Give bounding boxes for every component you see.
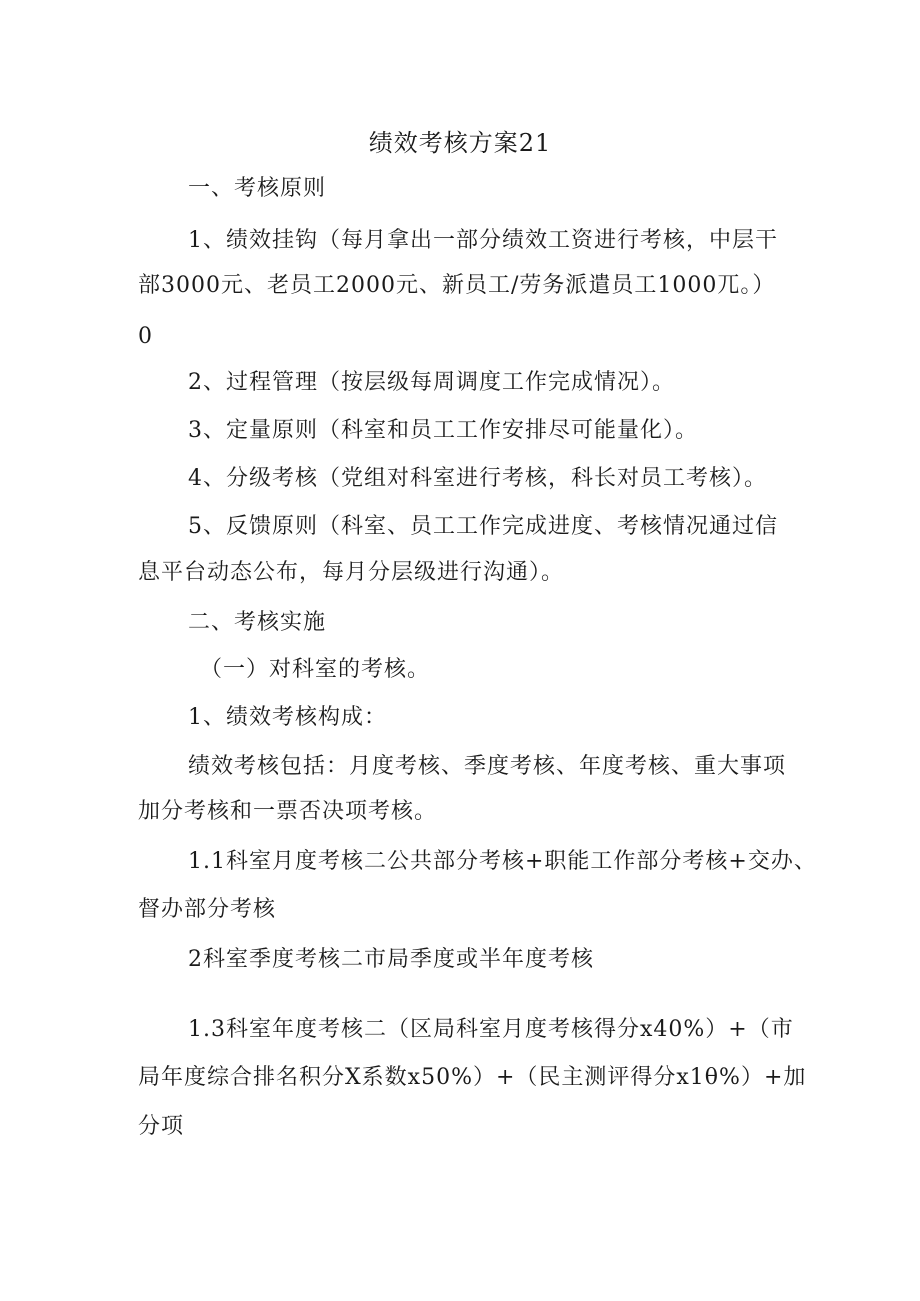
paragraph-line: 0	[138, 324, 153, 349]
paragraph-line: 1、绩效考核构成：	[188, 705, 387, 730]
paragraph-line: 4、分级考核（党组对科室进行考核，科长对员工考核）。	[188, 466, 767, 491]
paragraph-line: 部3000元、老员工2000元、新员工/劳务派遣员工1000兀。）	[138, 273, 776, 298]
subsection-heading: （一）对科室的考核。	[200, 657, 431, 682]
paragraph-line: 1.1科室月度考核二公共部分考核+职能工作部分考核+交办、	[188, 849, 817, 874]
paragraph-line: 1、绩效挂钩（每月拿出一部分绩效工资进行考核，中层干	[188, 228, 778, 253]
paragraph-line: 息平台动态公布，每月分层级进行沟通）。	[138, 560, 565, 585]
paragraph-line: 1.3科室年度考核二（区局科室月度考核得分x40%）+（市	[188, 1017, 794, 1042]
paragraph-line: 局年度综合排名积分X系数x50%）+（民主测评得分x1θ%）+加	[138, 1065, 807, 1090]
paragraph-line: 督办部分考核	[138, 897, 277, 922]
document-title: 绩效考核方案21	[368, 129, 552, 157]
section-heading-implementation: 二、考核实施	[188, 610, 327, 635]
paragraph-line: 2、过程管理（按层级每周调度工作完成情况）。	[188, 370, 675, 395]
paragraph-line: 5、反馈原则（科室、员工工作完成进度、考核情况通过信	[188, 514, 778, 539]
paragraph-line: 3、定量原则（科室和员工工作安排尽可能量化）。	[188, 418, 698, 443]
paragraph-line: 2科室季度考核二市局季度或半年度考核	[188, 947, 594, 972]
paragraph-line: 加分考核和一票否决项考核。	[138, 799, 438, 824]
section-heading-principles: 一、考核原则	[188, 176, 327, 201]
paragraph-line: 分项	[138, 1114, 185, 1139]
paragraph-line: 绩效考核包括：月度考核、季度考核、年度考核、重大事项	[188, 754, 787, 779]
